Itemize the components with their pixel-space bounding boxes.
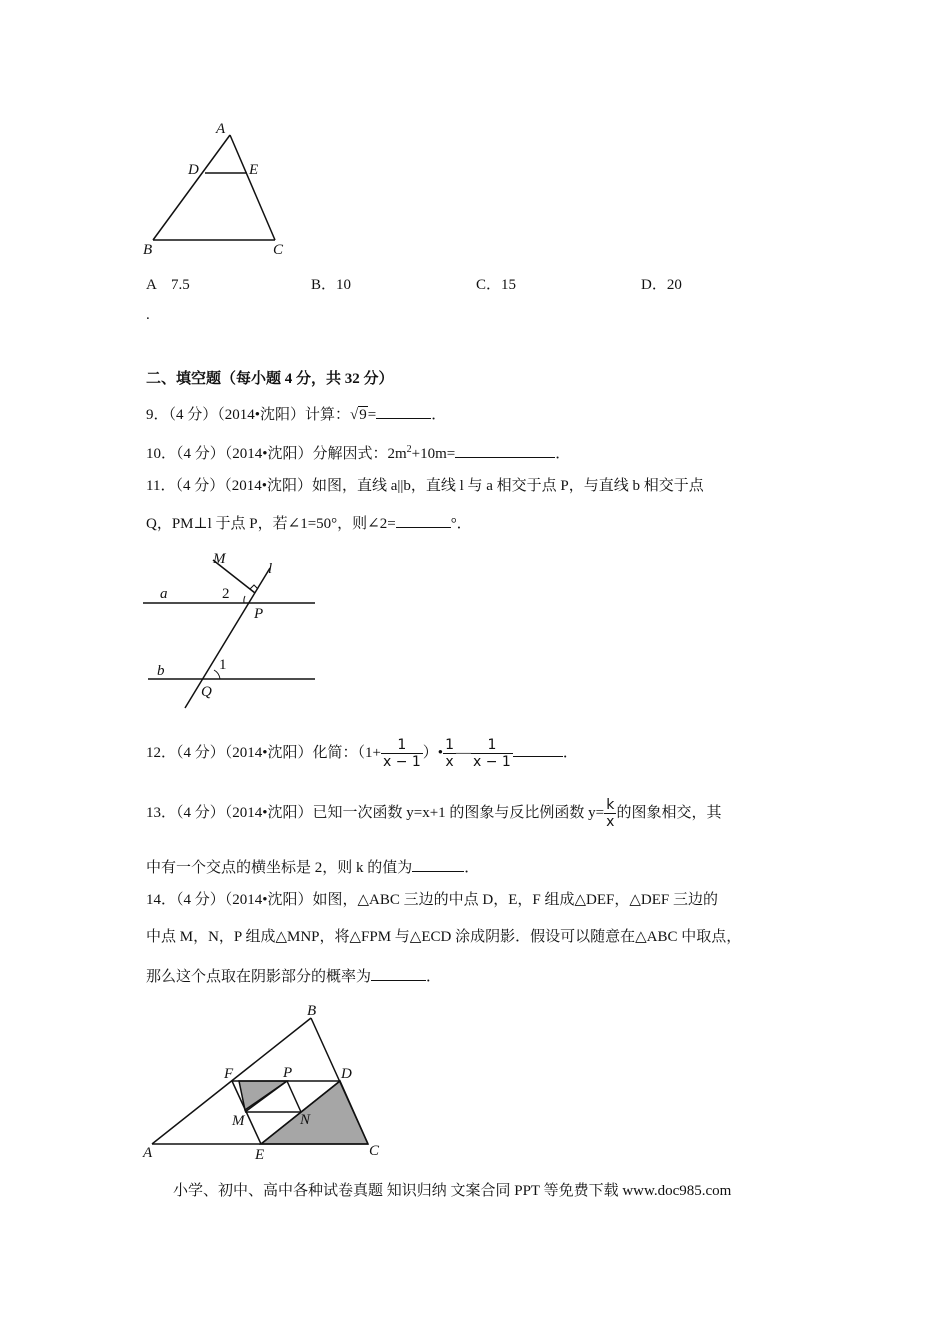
- shaded-triangle-fpm: [239, 1081, 287, 1110]
- section-heading: 二、填空题（每小题 4 分，共 32 分）: [146, 371, 394, 387]
- question-11-line2: [146, 513, 472, 534]
- q11-line2-text: Q，PM⊥l 于点 P，若∠1=50°，则∠2=: [146, 516, 396, 532]
- angle-2-arc: [244, 596, 245, 603]
- question-14-line1: 14．（4 分）（2014•沈阳）如图，△ABC 三边的中点 D，E，F 组成△DEF，△DEF 三边的: [146, 892, 718, 908]
- label-p: P: [254, 606, 264, 622]
- label-a-line: a: [160, 586, 168, 602]
- label-b: B: [307, 1003, 317, 1019]
- label-b-line: b: [157, 663, 165, 679]
- question-13-line2: [146, 857, 479, 878]
- label-a: A: [143, 1145, 153, 1161]
- label-angle-2: 2: [222, 586, 230, 602]
- fraction-3: [471, 737, 513, 770]
- fraction-2: [443, 737, 456, 770]
- question-14-line2: 中点 M，N，P 组成△MNP，将△FPM 与△ECD 涂成阴影．假设可以随意在△ABC 中取点，: [146, 929, 742, 945]
- q12-suffix: ．: [562, 745, 578, 761]
- question-10: [146, 440, 570, 464]
- side-ac: [230, 135, 275, 240]
- label-l: l: [268, 561, 273, 577]
- q13-line2-text: 中有一个交点的横坐标是 2，则 k 的值为: [146, 860, 413, 876]
- side-ab: [153, 135, 230, 240]
- sqrt-expression: √9: [350, 407, 367, 423]
- q9-suffix: ．: [431, 407, 447, 423]
- q13-tail: 的图象相交，其: [616, 805, 722, 821]
- q10-suffix: ．: [555, 446, 571, 462]
- fraction-k-numerator: k: [606, 797, 615, 814]
- fraction-3-denominator: x − 1: [472, 754, 511, 771]
- q9-prefix: 9．（4 分）（2014•沈阳）计算：: [146, 407, 351, 423]
- q13-prefix: 13．（4 分）（2014•沈阳）已知一次函数 y=x+1 的图象与反比例函数 y=: [146, 805, 605, 821]
- fraction-3-numerator: 1: [487, 737, 497, 754]
- answer-blank-13: [412, 857, 464, 872]
- option-b: B．10: [311, 277, 352, 293]
- fraction-1-denominator: x − 1: [382, 754, 421, 771]
- fraction-k-over-x: [604, 797, 616, 830]
- fraction-2-denominator: x: [443, 753, 456, 770]
- label-c: C: [369, 1143, 380, 1159]
- question-11-line1: 11．（4 分）（2014•沈阳）如图，直线 a||b，直线 l 与 a 相交于点 P，与直线 b 相交于点: [146, 478, 704, 494]
- q14-suffix: ．: [426, 969, 442, 985]
- label-n: N: [300, 1112, 311, 1128]
- right-angle-mark: [250, 585, 258, 589]
- question-14-line3: [146, 966, 441, 987]
- midpoint-triangles-figure: [140, 1000, 400, 1165]
- answer-blank-12: [513, 742, 563, 757]
- label-a: A: [216, 121, 226, 137]
- answer-blank-11: [396, 513, 451, 528]
- label-p: P: [283, 1065, 293, 1081]
- label-m: M: [232, 1113, 245, 1129]
- option-a-dot: .: [146, 307, 150, 323]
- label-q: Q: [201, 684, 212, 700]
- answer-blank-9: [376, 404, 431, 419]
- parallel-lines-figure: [140, 548, 330, 713]
- q10-mid: +10m=: [411, 446, 456, 462]
- q13-suffix: ．: [464, 860, 480, 876]
- label-d: D: [341, 1066, 352, 1082]
- label-c: C: [273, 242, 284, 258]
- answer-blank-10: [455, 443, 555, 458]
- question-12: [146, 732, 578, 774]
- option-c: C．15: [476, 277, 517, 293]
- answer-blank-14: [371, 966, 426, 981]
- label-b: B: [143, 242, 153, 258]
- fraction-1-numerator: 1: [397, 737, 407, 754]
- q10-sup: 2: [406, 444, 412, 455]
- q9-radicand: 9: [359, 407, 367, 423]
- q11-suffix: °．: [450, 516, 472, 532]
- option-d: D．20: [641, 277, 682, 293]
- label-e: E: [255, 1147, 265, 1163]
- q10-prefix: 10．（4 分）（2014•沈阳）分解因式：2m: [146, 446, 407, 462]
- label-angle-1: 1: [219, 657, 227, 673]
- question-9: 9．（4 分）（2014•沈阳）计算：√9= ．: [146, 404, 446, 425]
- question-13-line1: [146, 792, 721, 834]
- label-e: E: [249, 162, 259, 178]
- q12-minus: —: [455, 745, 471, 761]
- q12-mid: ）•: [422, 745, 444, 761]
- label-m: M: [213, 551, 226, 567]
- fraction-2-numerator: 1: [445, 737, 454, 754]
- fraction-k-denominator: x: [606, 814, 615, 831]
- segment-pn: [287, 1081, 301, 1112]
- q14-line3-text: 那么这个点取在阴影部分的概率为: [146, 969, 372, 985]
- footer-text: 小学、初中、高中各种试卷真题 知识归纳 文案合同 PPT 等免费下载 www.doc985.com: [173, 1183, 732, 1199]
- label-d: D: [188, 162, 199, 178]
- q12-prefix: 12．（4 分）（2014•沈阳）化简：（1+: [146, 745, 381, 761]
- triangle-abc-figure: [140, 118, 300, 263]
- label-f: F: [224, 1066, 234, 1082]
- option-a: A 7.5: [146, 277, 190, 293]
- fraction-1: [381, 737, 423, 770]
